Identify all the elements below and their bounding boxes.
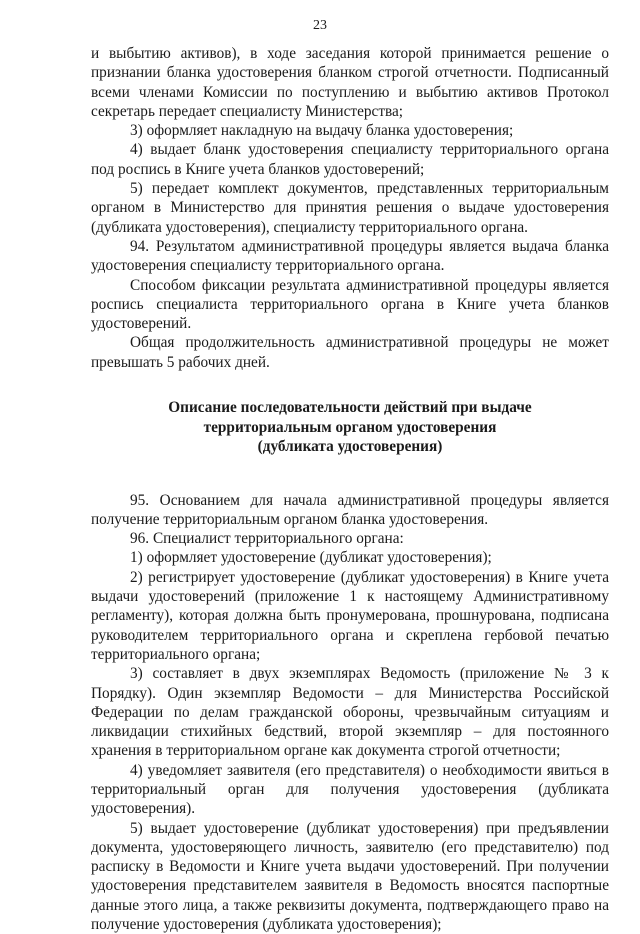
section-heading-line: (дубликата удостоверения) — [257, 438, 443, 456]
section-heading-line: Описание последовательности действий при выдаче — [168, 399, 532, 417]
paragraph: и выбытию активов), в ходе заседания которой принимается решение о признании бланка удостоверения бланком строгой отчетности. Подписанный всеми членами Комиссии по поступлению и выбытию активов Протокол секретарь передает специалисту Министерства; — [91, 45, 609, 120]
paragraph: Общая продолжительность административной процедуры не может превышать 5 рабочих дней. — [91, 334, 609, 371]
paragraph: 5) выдает удостоверение (дубликат удостоверения) при предъявлении документа, удостоверяющего личность, заявителю (его представителю) под расписку в Ведомости и Книге учета выдачи удостоверений. При получении удостоверения представителем заявителя в Ведомость вносятся паспортные данные этого лица, а также реквизиты документа, подтверждающего право на получение удостоверения (дубликата удостоверения); — [91, 819, 609, 934]
section-heading — [91, 398, 609, 457]
paragraph: 96. Специалист территориального органа: — [130, 530, 404, 548]
paragraph: 95. Основанием для начала административной процедуры является получение территориальным органом бланка удостоверения. — [91, 491, 609, 528]
paragraph: 1) оформляет удостоверение (дубликат удостоверения); — [130, 549, 492, 567]
paragraph: 3) составляет в двух экземплярах Ведомость (приложение № 3 к Порядку). Один экземпляр Ведомости – для Министерства Российской Федерации по делам гражданской обороны, чрезвычайным ситуациям и ликвидации стихийных бедствий, второй экземпляр – для постоянного хранения в территориальном органе как документа строгой отчетности; — [91, 665, 609, 760]
section-heading-line: территориальным органом удостоверения — [203, 418, 497, 436]
page-number: 23 — [313, 18, 327, 33]
paragraph: 5) передает комплект документов, представленных территориальным органом в Министерство для принятия решения о выдаче удостоверения (дубликата удостоверения), специалисту территориального органа. — [91, 180, 609, 236]
paragraph: 4) выдает бланк удостоверения специалисту территориального органа под роспись в Книге учета бланков удостоверений; — [91, 141, 609, 178]
paragraph: 2) регистрирует удостоверение (дубликат удостоверения) в Книге учета выдачи удостоверений (приложение 1 к настоящему Административному регламенту), которая должна быть пронумерована, прошнурована, подписана руководителем территориального органа и скреплена гербовой печатью территориального органа; — [91, 568, 609, 663]
document-body — [91, 44, 609, 934]
paragraph: 94. Результатом административной процедуры является выдача бланка удостоверения специалисту территориального органа. — [91, 237, 609, 275]
paragraph: 4) уведомляет заявителя (его представителя) о необходимости явиться в территориальный орган для получения удостоверения (дубликата удостоверения). — [91, 761, 609, 818]
paragraph: Способом фиксации результата административной процедуры является роспись специалиста территориального органа в Книге учета бланков удостоверений. — [91, 276, 609, 333]
paragraph: 3) оформляет накладную на выдачу бланка удостоверения; — [130, 122, 514, 140]
